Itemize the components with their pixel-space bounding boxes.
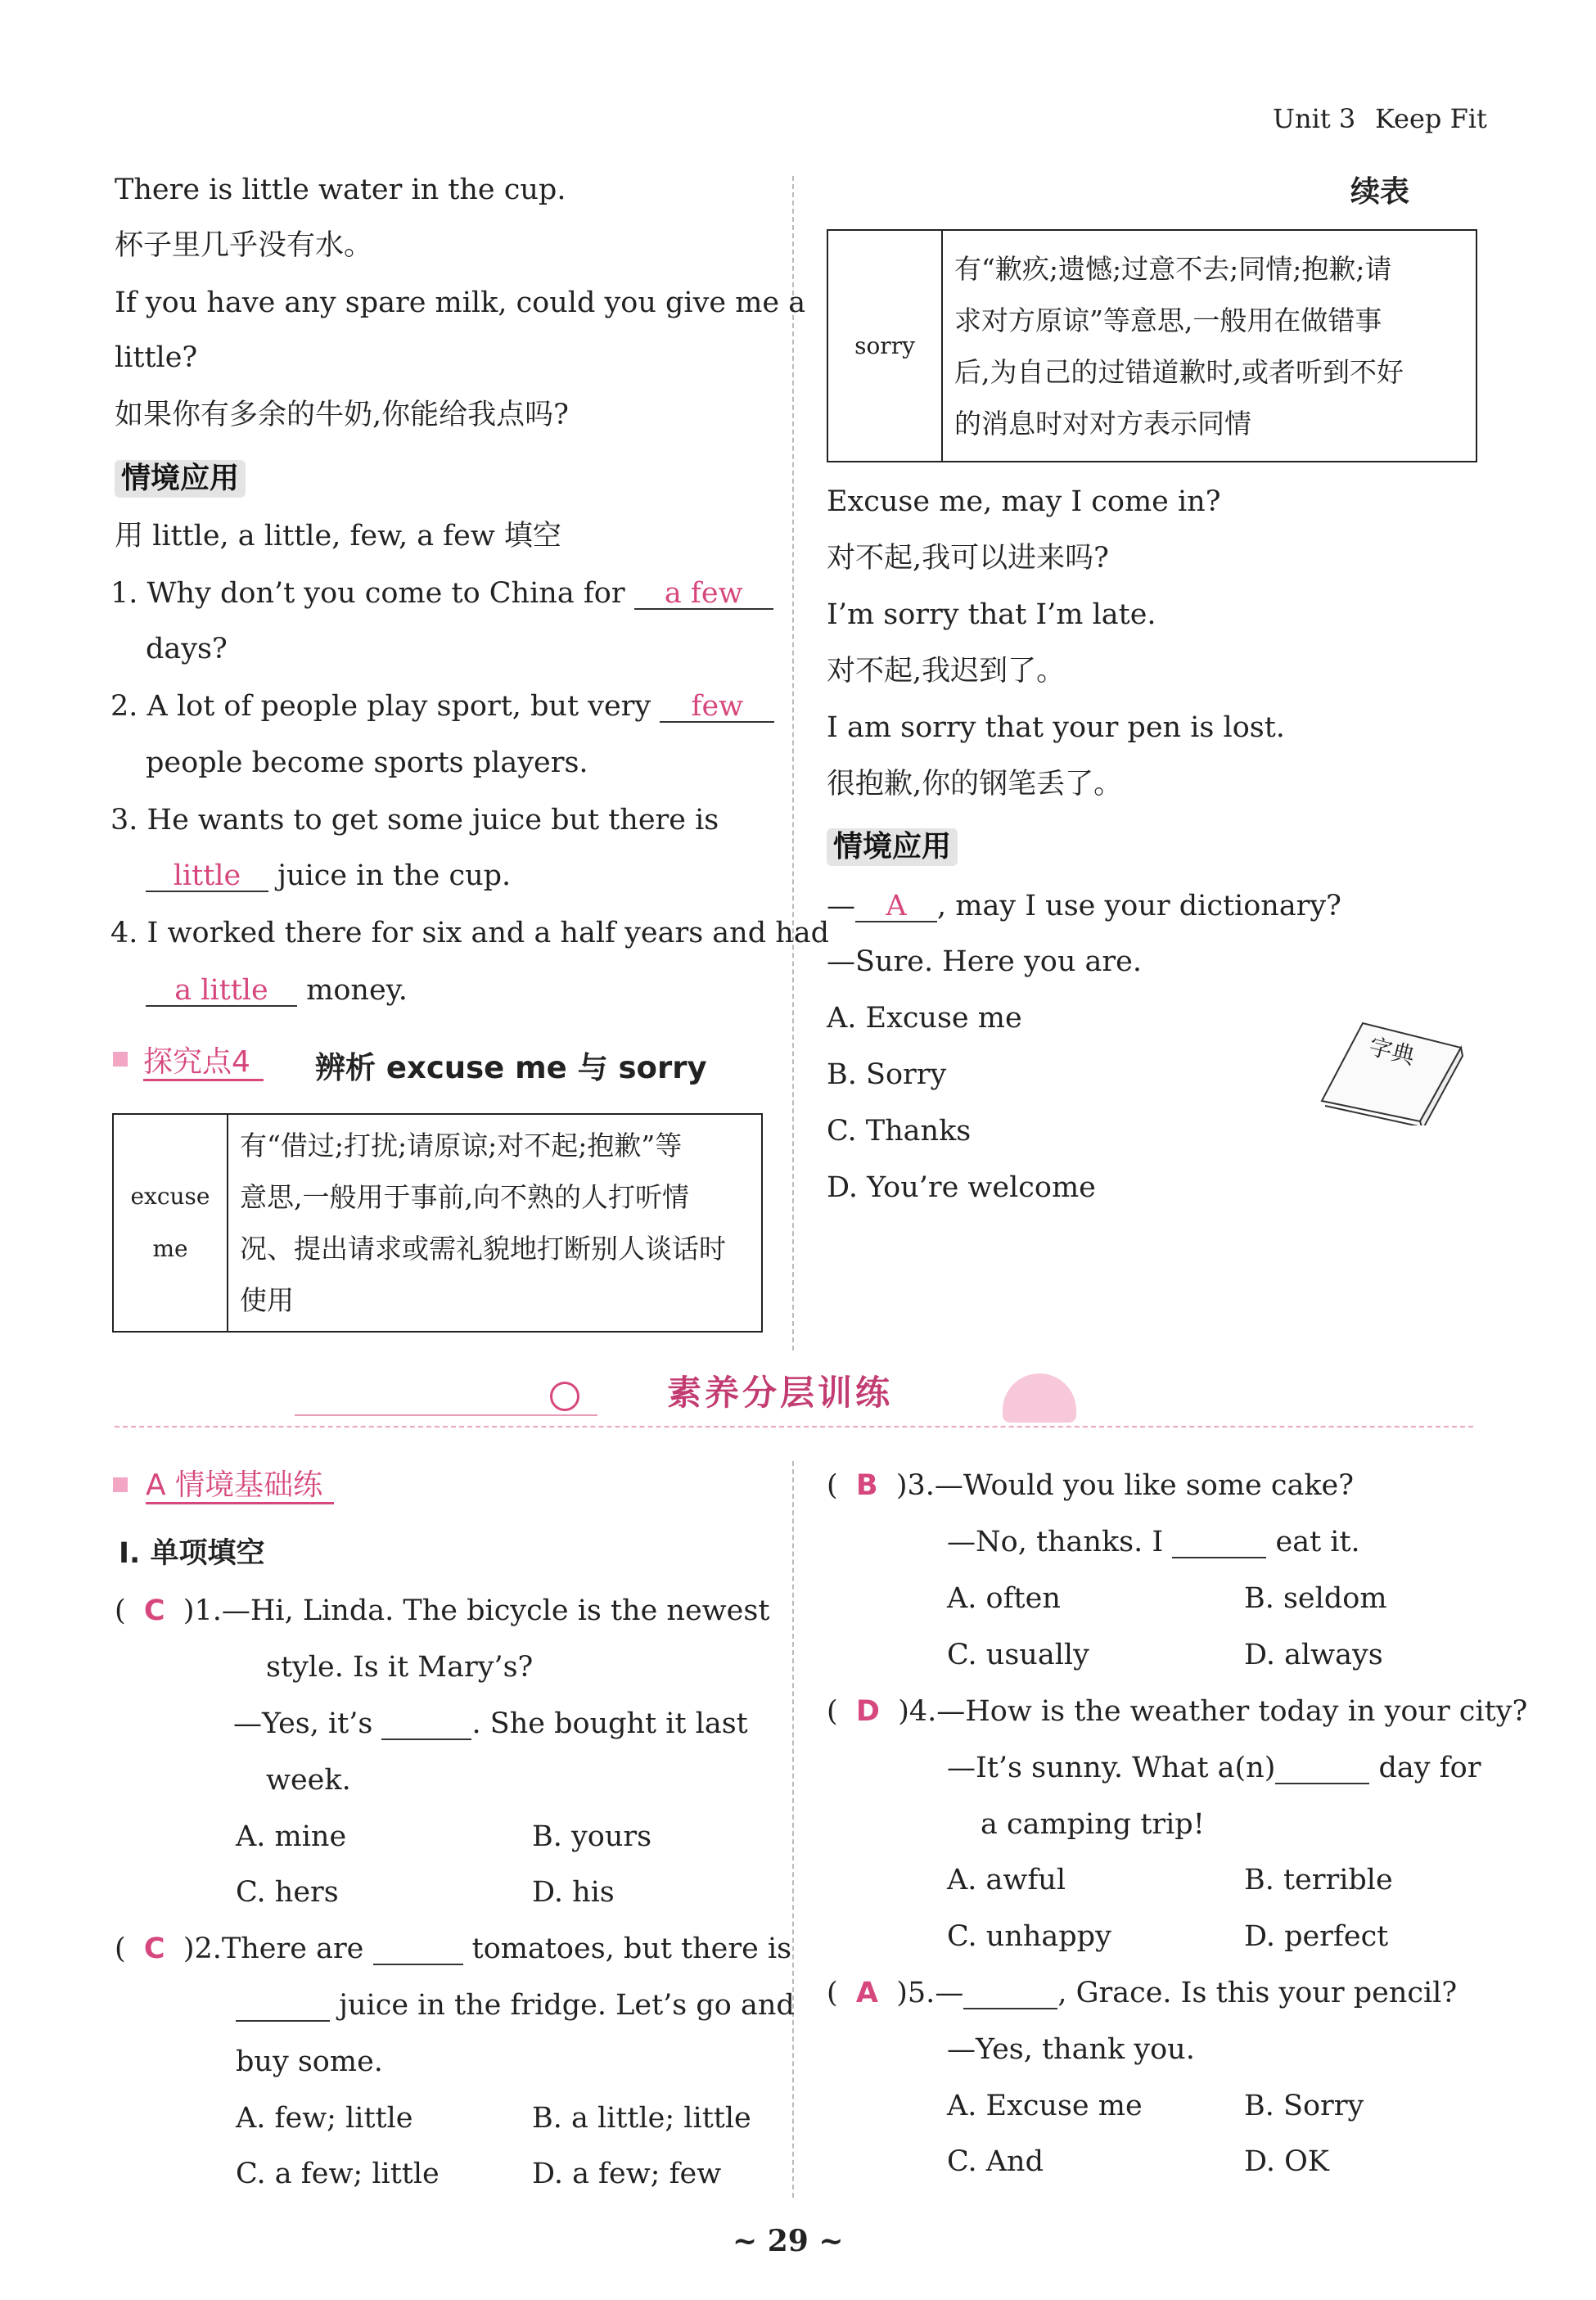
q2-option-a: A. few; little [236,2102,413,2135]
question-3: ( B )3.—Would you like some cake? [827,1469,1355,1502]
example-en-1: There is little water in the cup. [115,174,566,206]
excuse-me-value: 有“借过;打扰;请原谅;对不起;抱歉”等 意思,一般用于事前,向不熟的人打听情 况、提出请求或需礼貌地打断别人谈话时 使用 [228,1114,762,1332]
q3-option-b: B. seldom [1244,1582,1387,1615]
fill-answer-3: little [146,861,268,892]
q5-option-b: B. Sorry [1244,2090,1364,2122]
question-1-answer: C [143,1594,165,1627]
fill-item-4: 4. I worked there for six and a half years and had [110,917,830,949]
fill-answer-1: a few [634,579,773,610]
context-option-d: D. You’re welcome [827,1171,1096,1204]
header-unit: Unit 3 [1273,103,1356,134]
context-tag-right: 情境应用 [827,828,958,866]
sorry-example-en-1: Excuse me, may I come in? [827,485,1221,518]
explore-bullet-icon [113,1052,128,1067]
header-title: Keep Fit [1375,103,1487,134]
question-3-answer: B [855,1469,878,1502]
column-divider-top [792,176,794,1351]
fill-item-2: 2. A lot of people play sport, but very few [110,690,774,723]
context-answer: A [855,891,937,922]
banner-decoration-icon [1003,1373,1076,1423]
example-en-2b: little? [115,341,198,374]
q4-option-a: A. awful [947,1864,1066,1896]
example-zh-2: 如果你有多余的牛奶,你能给我点吗? [115,399,569,431]
q1-option-d: D. his [532,1876,615,1909]
question-1-line3: —Yes, it’s . She bought it last [233,1707,748,1740]
question-1-line4: week. [266,1764,351,1797]
sorry-value: 有“歉疚;遗憾;过意不去;同情;抱歉;请 求对方原谅”等意思,一般用在做错事 后,为自己的过错道歉时,或者听到不好 的消息时对对方表示同情 [942,230,1477,462]
fill-answer-4: a little [146,976,297,1007]
sorry-key: sorry [827,230,942,462]
column-divider-bottom [792,1461,794,2198]
q2-option-d: D. a few; few [532,2158,722,2190]
question-2-answer: C [143,1932,165,1965]
fill-answer-2: few [660,692,774,723]
sorry-table [827,229,1477,462]
q1-option-a: A. mine [236,1820,347,1853]
q4-option-b: B. terrible [1244,1864,1393,1896]
context-response: —Sure. Here you are. [827,945,1142,978]
q3-option-d: D. always [1244,1639,1383,1671]
q3-option-c: C. usually [947,1639,1089,1671]
section-a-bullet-icon [113,1477,128,1492]
context-question: — A , may I use your dictionary? [827,890,1341,922]
section-a-part: Ⅰ. 单项填空 [119,1537,265,1570]
question-4-line3: a camping trip! [981,1808,1205,1841]
question-4: ( D )4.—How is the weather today in your city? [827,1695,1528,1728]
fill-instruction: 用 little, a little, few, a few 填空 [115,520,561,552]
continued-label: 续表 [1350,175,1410,209]
context-option-a: A. Excuse me [827,1002,1022,1035]
explore-label: 探究点4 [143,1046,264,1081]
banner-target-icon [550,1382,579,1411]
section-a-label: A 情境基础练 [146,1469,334,1504]
q4-option-c: C. unhappy [947,1920,1111,1953]
question-3-line2: —No, thanks. I eat it. [947,1526,1360,1558]
fill-item-3-cont: little juice in the cup. [146,859,511,892]
page-number: ~ 29 ~ [733,2224,844,2258]
excuse-me-table [112,1113,763,1333]
question-1-line2: style. Is it Mary’s? [266,1651,534,1684]
q4-option-d: D. perfect [1244,1920,1389,1953]
q2-option-c: C. a few; little [236,2158,440,2190]
question-1: ( C )1.—Hi, Linda. The bicycle is the newest [115,1594,770,1627]
fill-item-4-cont: a little money. [146,974,408,1007]
question-5-line2: —Yes, thank you. [947,2033,1195,2066]
q5-option-d: D. OK [1244,2145,1329,2178]
question-5-answer: A [855,1977,878,2009]
explore-title: 辨析 excuse me 与 sorry [315,1050,707,1085]
banner-line-left [295,1414,597,1416]
fill-item-1-cont: days? [146,633,228,665]
sorry-example-zh-1: 对不起,我可以进来吗? [827,542,1109,575]
example-en-2: If you have any spare milk, could you give me a [115,286,806,319]
banner-line-bottom [115,1426,1473,1427]
excuse-me-key: excuse me [113,1114,228,1332]
section-banner-title: 素养分层训练 [667,1373,894,1413]
dictionary-icon: 字典 [1314,1011,1469,1125]
fill-item-3: 3. He wants to get some juice but there is [110,804,719,837]
q5-option-a: A. Excuse me [947,2090,1143,2122]
context-option-b: B. Sorry [827,1058,947,1091]
context-tag-left: 情境应用 [115,460,246,498]
fill-item-1: 1. Why don’t you come to China for a few [110,577,773,610]
q1-option-c: C. hers [236,1876,339,1909]
example-zh-1: 杯子里几乎没有水。 [115,229,373,262]
sorry-example-zh-3: 很抱歉,你的钢笔丢了。 [827,768,1123,800]
question-4-line2: —It’s sunny. What a(n) day for [947,1752,1481,1784]
question-4-answer: D [855,1695,880,1728]
question-2-line2: juice in the fridge. Let’s go and [236,1989,795,2022]
context-option-c: C. Thanks [827,1115,972,1148]
sorry-example-zh-2: 对不起,我迟到了。 [827,655,1066,688]
sorry-example-en-2: I’m sorry that I’m late. [827,598,1156,631]
question-5: ( A )5.— , Grace. Is this your pencil? [827,1977,1458,2009]
question-2-line3: buy some. [236,2045,383,2078]
q3-option-a: A. often [947,1582,1061,1615]
fill-item-2-cont: people become sports players. [146,746,588,779]
question-2: ( C )2.There are tomatoes, but there is [115,1932,792,1965]
q2-option-b: B. a little; little [532,2102,751,2135]
q1-option-b: B. yours [532,1820,652,1853]
sorry-example-en-3: I am sorry that your pen is lost. [827,711,1285,744]
q5-option-c: C. And [947,2145,1044,2178]
